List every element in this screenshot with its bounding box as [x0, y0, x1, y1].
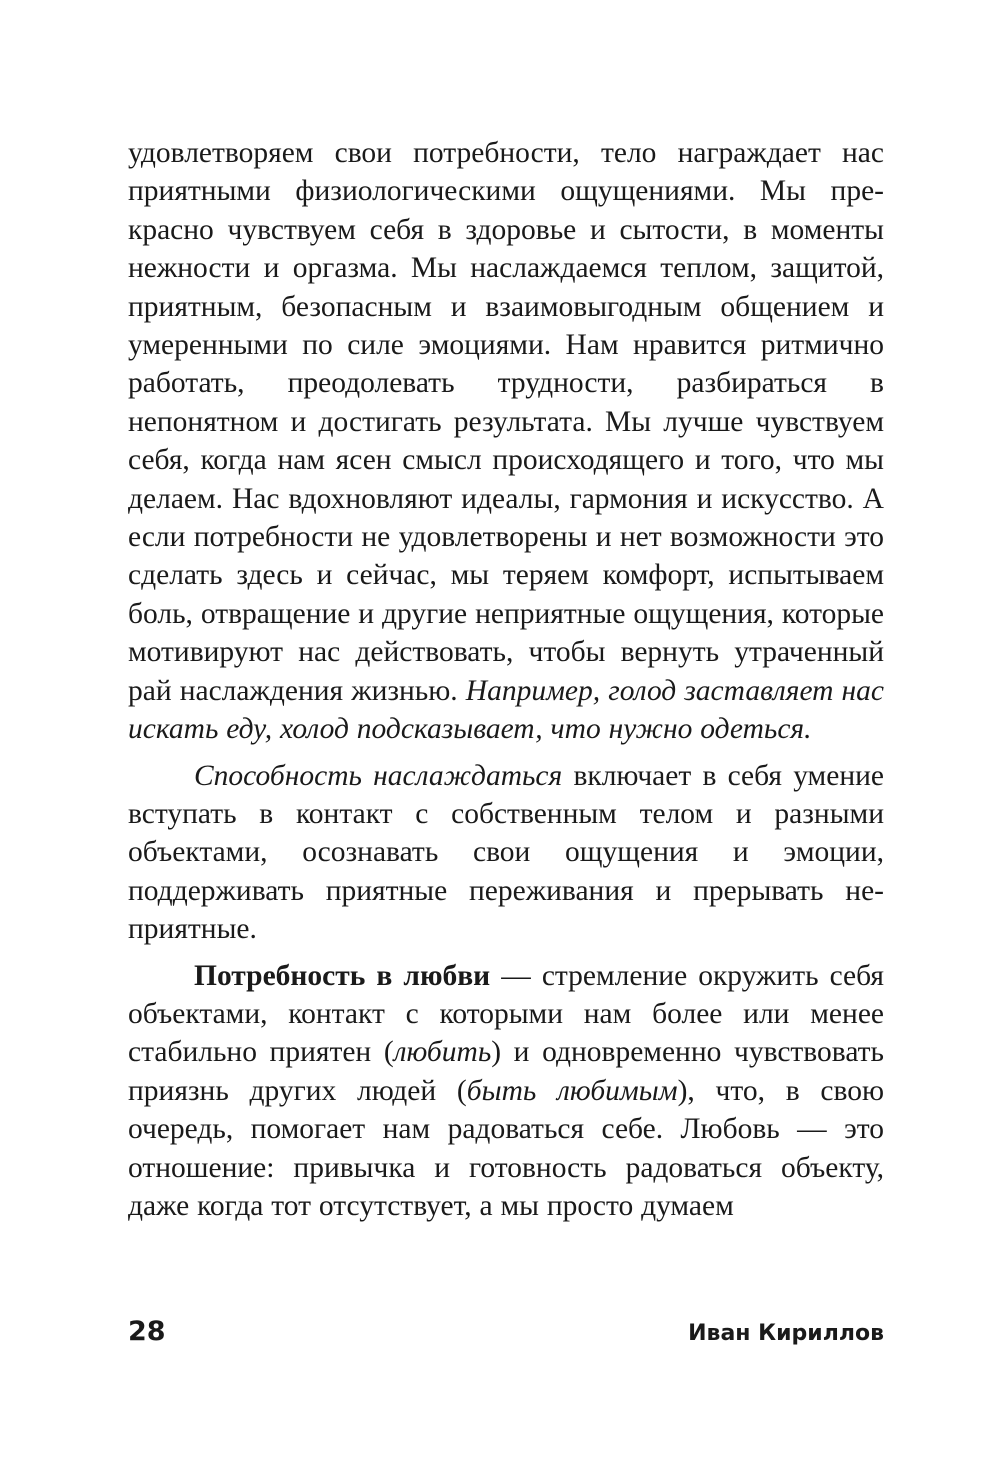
paragraph-ability-to-enjoy: [128, 757, 884, 949]
text-run-italic: Например, голод заставляет нас искать еду, холод подсказывает, что нужно одеться.: [128, 674, 885, 746]
paragraph-pleasure-needs: [128, 134, 884, 749]
text-run-normal: ), что, в свою очередь, помогает нам радоваться себе. Любовь — это отношение: привычка и готовность радоваться объекту, даже когда тот отсутствует, а мы просто думаем: [128, 1074, 885, 1222]
text-run-italic: быть любимым: [466, 1074, 678, 1107]
text-run-normal: удовлетворяем свои потребности, тело награждает нас приятными физиологическими ощущениями. Мы прекрасно чувствуем себя в здоровье и сытости, в моменты нежности и оргазма. Мы наслаждаемся теплом, защитой, приятным, безопасным и взаимовыгодным общением и умеренными по силе эмоциями. Нам нравится ритмично работать, преодолевать трудности, разбираться в непонятном и достигать результата. Мы лучше чувствуем себя, когда нам ясен смысл происходящего и того, что мы делаем. Нас вдохновляют идеалы, гармония и искусство. А если потребности не удовлетворены и нет возможности это сделать здесь и сейчас, мы теряем комфорт, испытываем боль, отвращение и другие неприятные ощущения, которые мотивируют нас действовать, чтобы вернуть утраченный рай наслаждения жизнью.: [128, 137, 884, 707]
text-run-italic: Способность наслаждаться: [194, 759, 563, 792]
book-page-body: [128, 134, 884, 1225]
paragraph-need-for-love: [128, 957, 884, 1226]
text-run-italic: любить: [393, 1036, 492, 1069]
page-footer: [128, 1312, 884, 1352]
text-run-normal: включает в себя умение вступать в контакт с собственным телом и разными объектами, осознавать свои ощущения и эмоции, поддерживать приятные переживания и прерывать неприятные.: [128, 759, 884, 946]
text-run-normal: — стремление окружить себя объектами, контакт с которыми нам более или менее стабильно приятен (: [128, 959, 884, 1069]
text-run-normal: ) и одновременно чувствовать приязнь других людей (: [128, 1036, 885, 1107]
running-footer-author: Иван Кириллов: [688, 1321, 884, 1346]
text-run-bold: Потребность в любви: [194, 959, 491, 992]
page-number: 28: [128, 1316, 166, 1347]
